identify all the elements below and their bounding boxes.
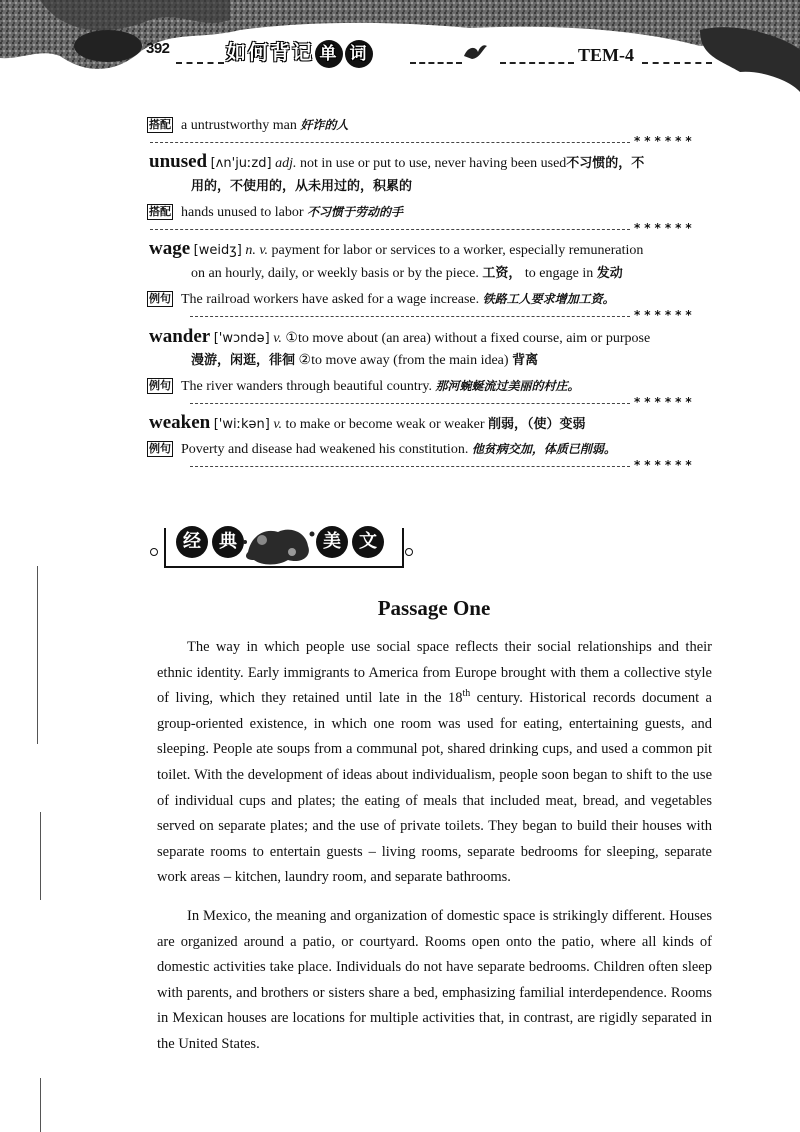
passage-title: Passage One [377,596,491,620]
definition-en: ①to move about (an area) without a fixed course, aim or purpose [285,331,651,346]
collocation-unused [147,201,403,224]
example-wage [147,288,615,311]
entry-wander [149,326,650,350]
collocation-tag: 搭配 [149,205,171,218]
entry-unused-cont [191,176,412,198]
banner-dot-left [150,548,158,556]
collocation-en: hands unused to labor [181,205,304,220]
example-weaken [147,438,616,461]
headword: wage [149,238,191,259]
collocation-cn: 奸诈的人 [300,118,349,132]
definition-cn: 工资， [482,266,522,281]
stars-divider: ****** [634,395,696,409]
superscript: th [462,688,471,700]
header-dash-end [642,62,712,64]
collocation-untrustworthy [147,114,348,137]
example-en: The railroad workers have asked for a wage increase. [181,292,480,307]
entry-weaken [149,412,586,436]
paragraph-text: century. Historical records document a group-oriented existence, in which one room was used for eating, entertaining guests, and sleeping. People ate soups from a communal pot, shared drinking cups, and used a common pit toilet. With the development of ideas about individualism, people soon began to shift to the use of individual cups and plates; the eating of meals that included meat, bread, and vegetables served on separate plates; and the use of private toilets. They began to build their houses with separate rooms to entertain guests – living rooms, separate bedrooms for sleeping, separate work areas – kitchen, laundry room, and separate bathrooms. [157,690,712,886]
ink-splash-icon [242,522,316,568]
page-number: 392 [146,40,170,57]
entry-wage [149,238,643,262]
collocation-cn: 不习惯于劳动的手 [306,205,403,219]
example-wander [147,375,580,398]
collocation-en: a untrustworthy man [181,118,297,133]
passage-paragraph-2 [157,904,712,1058]
scan-margin-line [40,1078,41,1132]
definition-cn: 背离 [512,353,539,368]
scan-margin-line [40,812,41,900]
paragraph-text: The way in which people use social space reflects their social relationships and their ethnic identity. Early immigrants to America from Europe brought with them a collective style of living, which they retained until late in the 18 [157,639,712,707]
definition-en: to engage in [524,266,594,281]
scan-margin-line [37,566,38,744]
example-cn: 那河蜿蜒流过美丽的村庄。 [435,379,580,393]
part-of-speech: v. [273,417,283,432]
entry-wander-cont [191,350,538,372]
entry-separator [150,142,630,143]
page-header [0,0,800,92]
stars-divider: ****** [634,458,696,472]
definition-cn: 不习惯的，不 [566,156,645,171]
definition-cn: 削弱，（使）变弱 [488,417,586,432]
definition-cn: 发动 [596,266,623,281]
banner-char-1: 经 [176,526,208,558]
passage-paragraph-1 [157,635,712,891]
header-dash-right [500,62,574,64]
header-dash-left [176,62,224,64]
series-title-text: 如何背记 [226,40,314,64]
entry-separator [190,403,630,404]
definition-cn: 用的，不使用的，从未用过的，积累的 [191,179,413,194]
definition-en: to make or become weak or weaker [285,417,485,432]
example-tag: 例句 [149,379,171,392]
entry-separator [190,466,630,467]
exam-label: TEM-4 [578,45,634,65]
example-en: Poverty and disease had weakened his constitution. [181,442,469,457]
banner-dot-right [405,548,413,556]
bird-icon [462,42,488,62]
entry-wage-cont [191,263,623,285]
part-of-speech: v. [273,331,282,346]
definition-en: payment for labor or services to a worker, especially remuneration [271,243,644,258]
phonetic: [weidʒ] [193,243,242,258]
headword: unused [149,151,208,172]
part-of-speech: adj. [275,156,297,171]
definition-en: ②to move away (from the main idea) [298,353,509,368]
definition-en: not in use or put to use, never having been used [299,156,567,171]
phonetic: ['wɔndə] [213,331,270,346]
banner-char-3: 美 [316,526,348,558]
paragraph-text: In Mexico, the meaning and organization of domestic space is strikingly different. Houses are organized around a patio, or courtyard. Rooms open onto the patio, where all kinds of domestic activities take place. Individuals do not have separate bedrooms. Children often sleep with parents, and brothers or sisters share a bed, emphasizing familial interdependence. Rooms in Mexican houses are locations for multiple activities that, in contrast, are rigidly separated in the United States. [157,908,712,1052]
series-char-2: 词 [345,40,373,68]
banner-char-2: 典 [212,526,244,558]
example-cn: 铁路工人要求增加工资。 [482,292,615,306]
phonetic: [ʌn'juːzd] [210,156,272,171]
series-char-1: 单 [315,40,343,68]
definition-en: on an hourly, daily, or weekly basis or by the piece. [191,266,479,281]
collocation-tag: 搭配 [149,118,171,131]
definition-cn: 漫游，闲逛，徘徊 [191,353,296,368]
stars-divider: ****** [634,221,696,235]
series-title [226,36,374,68]
headword: weaken [149,412,211,433]
headword: wander [149,326,211,347]
banner-char-4: 文 [352,526,384,558]
stars-divider: ****** [634,308,696,322]
example-tag: 例句 [149,292,171,305]
entry-separator [190,316,630,317]
stars-divider: ****** [634,134,696,148]
phonetic: ['wiːkən] [213,417,270,432]
section-banner [150,522,420,578]
header-ink-texture [0,0,800,92]
example-en: The river wanders through beautiful country. [181,379,433,394]
example-cn: 他贫病交加，体质已削弱。 [471,442,616,456]
part-of-speech: n. v. [245,243,268,258]
entry-separator [150,229,630,230]
header-dash-mid [410,62,462,64]
example-tag: 例句 [149,442,171,455]
entry-unused [149,151,644,175]
